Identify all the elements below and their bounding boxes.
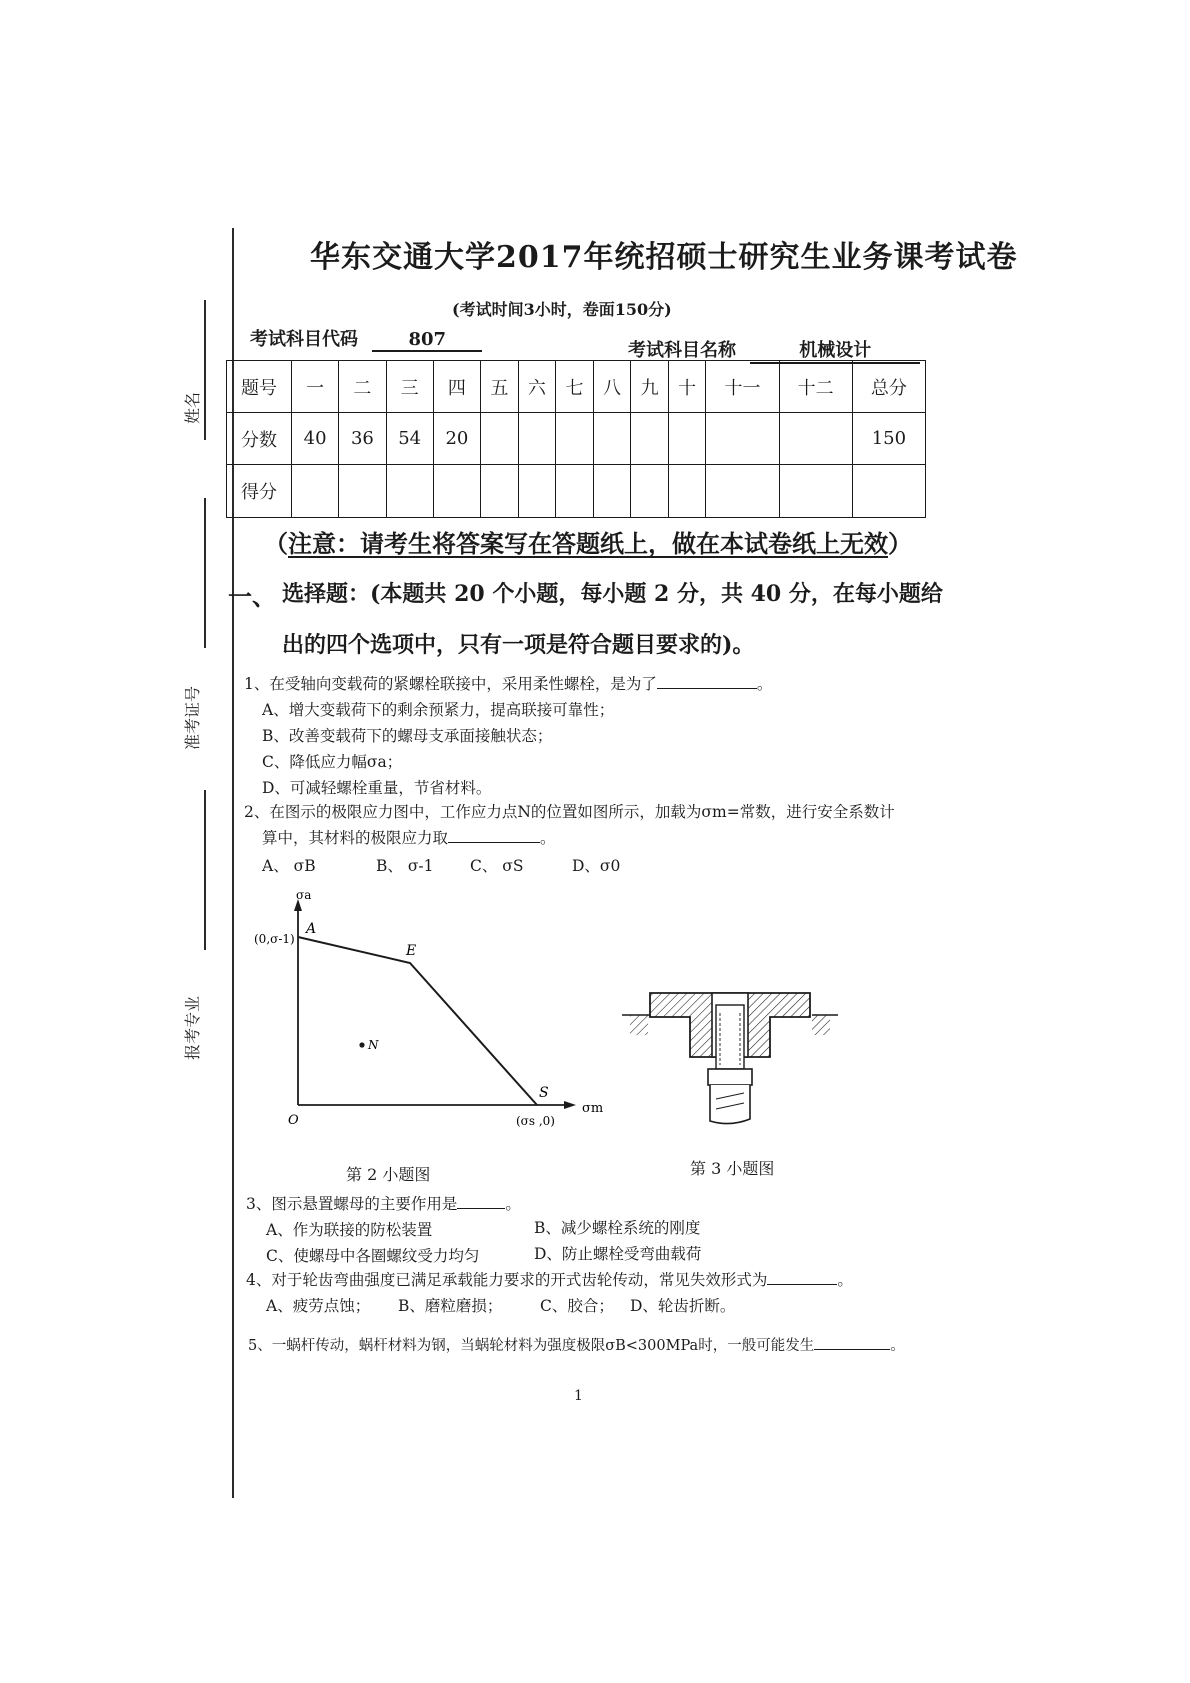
- notice-prefix: 注意：: [288, 529, 360, 558]
- limit-stress-diagram: [250, 885, 620, 1135]
- point-n: [359, 1042, 364, 1047]
- answer-blank: [767, 1270, 837, 1285]
- points-cell: 20: [433, 413, 480, 465]
- subject-code-value: 807: [372, 329, 482, 352]
- base-hatch-right: [812, 1015, 830, 1035]
- answer-blank: [448, 828, 540, 843]
- question-2-stem-line2: [262, 826, 556, 848]
- score-table: [226, 360, 926, 518]
- question-1: [244, 672, 772, 694]
- exam-subtitle: (考试时间3小时，卷面150分): [452, 300, 672, 319]
- name-field-line: [204, 300, 206, 440]
- label-origin: O: [288, 1113, 299, 1128]
- points-cell: [593, 413, 631, 465]
- question-2-option-d: D、σ0: [572, 857, 621, 875]
- question-3-option-c: C、使螺母中各圈螺纹受力均匀: [266, 1247, 480, 1265]
- earned-cell: [339, 465, 386, 518]
- question-3-option-d: D、防止螺栓受弯曲载荷: [534, 1245, 702, 1263]
- bolt-stem: [710, 1085, 750, 1124]
- limit-stress-line: [298, 937, 537, 1105]
- earned-cell: [556, 465, 594, 518]
- col-header: 五: [481, 361, 519, 413]
- suspended-nut-drawing: [620, 975, 840, 1145]
- answer-blank: [814, 1335, 890, 1350]
- question-1-option-b: B、改善变载荷下的螺母支承面接触状态；: [262, 727, 553, 745]
- subject-code-label: 考试科目代码: [250, 329, 358, 350]
- points-cell: 40: [292, 413, 339, 465]
- question-1-option-c: C、降低应力幅σa；: [262, 753, 403, 771]
- figure-3-caption: 第 3 小题图: [690, 1159, 775, 1178]
- sigma-m-arrow: [564, 1101, 576, 1109]
- question-4-option-b: B、磨粒磨损；: [398, 1297, 503, 1315]
- question-1-option-d: D、可减轻螺栓重量，节省材料。: [262, 779, 492, 797]
- row-label-earned: 得分: [227, 465, 292, 518]
- earned-cell: [706, 465, 779, 518]
- label-s: S: [539, 1085, 549, 1101]
- question-2-end: 。: [540, 829, 556, 847]
- points-cell: [481, 413, 519, 465]
- subject-name-label: 考试科目名称: [628, 340, 736, 361]
- earned-cell: [433, 465, 480, 518]
- question-3-end: 。: [505, 1195, 521, 1213]
- points-cell: [556, 413, 594, 465]
- question-5-stem: 5、一蜗杆传动，蜗杆材料为钢，当蜗轮材料为强度极限σB<300MPa时，一般可能发生: [248, 1338, 815, 1354]
- question-3-option-a: A、作为联接的防松装置: [266, 1221, 433, 1239]
- side-label-exam-number: 准考证号: [183, 685, 202, 750]
- points-cell: [668, 413, 706, 465]
- answer-blank: [657, 674, 757, 689]
- earned-cell: [852, 465, 925, 518]
- answer-blank: [457, 1194, 505, 1209]
- bolt-collar: [708, 1069, 752, 1085]
- question-5: [248, 1334, 905, 1355]
- question-2-option-c: C、 σS: [470, 857, 524, 875]
- question-1-stem: 1、在受轴向变载荷的紧螺栓联接中，采用柔性螺栓，是为了: [244, 675, 657, 693]
- col-header: 三: [386, 361, 433, 413]
- col-header: 十: [668, 361, 706, 413]
- exam-number-field-line: [204, 498, 206, 648]
- label-a-coord: (0,σ-1): [254, 932, 295, 946]
- label-s-coord: (σs ,0): [516, 1114, 555, 1128]
- base-hatch-left: [630, 1015, 648, 1035]
- notice-open: （: [264, 529, 288, 558]
- question-2-option-b: B、 σ-1: [376, 857, 434, 875]
- col-header: 八: [593, 361, 631, 413]
- subject-code: [250, 325, 482, 352]
- points-cell: 36: [339, 413, 386, 465]
- earned-cell: [668, 465, 706, 518]
- points-cell-total: 150: [852, 413, 925, 465]
- subject-name-value: 机械设计: [750, 336, 920, 364]
- score-table-row-points: [227, 413, 926, 465]
- label-n: N: [368, 1038, 379, 1052]
- earned-cell: [593, 465, 631, 518]
- question-4: [246, 1268, 853, 1290]
- question-4-stem: 4、对于轮齿弯曲强度已满足承载能力要求的开式齿轮传动，常见失效形式为: [246, 1271, 768, 1289]
- col-header: 总分: [852, 361, 925, 413]
- points-cell: [518, 413, 556, 465]
- question-2-option-a: A、 σB: [262, 857, 316, 875]
- label-sigma-m: σm: [582, 1101, 604, 1116]
- section-instructions-line1: 选择题：(本题共 20 个小题，每小题 2 分，共 40 分，在每小题给: [282, 581, 943, 607]
- earned-cell: [481, 465, 519, 518]
- question-4-end: 。: [837, 1271, 853, 1289]
- points-cell: 54: [386, 413, 433, 465]
- col-header: 十一: [706, 361, 779, 413]
- row-label-number: 题号: [227, 361, 292, 413]
- question-2-stem: 算中，其材料的极限应力取: [262, 829, 449, 847]
- question-1-end: 。: [756, 675, 773, 693]
- side-label-name: 姓名: [183, 392, 202, 425]
- points-cell: [631, 413, 669, 465]
- label-sigma-a: σa: [296, 888, 312, 902]
- label-a: A: [306, 921, 317, 937]
- section-number: 一、: [228, 582, 276, 611]
- notice: [264, 524, 912, 559]
- question-3: [246, 1192, 521, 1214]
- side-label-major: 报考专业: [183, 995, 202, 1060]
- page-number: 1: [574, 1388, 583, 1404]
- label-e: E: [406, 943, 417, 959]
- figure-2-caption: 第 2 小题图: [346, 1165, 431, 1184]
- row-label-points: 分数: [227, 413, 292, 465]
- col-header: 十二: [779, 361, 852, 413]
- question-3-stem: 3、图示悬置螺母的主要作用是: [246, 1195, 458, 1213]
- col-header: 四: [433, 361, 480, 413]
- col-header: 六: [518, 361, 556, 413]
- points-cell: [706, 413, 779, 465]
- earned-cell: [631, 465, 669, 518]
- question-2-stem-line1: 2、在图示的极限应力图中，工作应力点N的位置如图所示，加载为σm=常数，进行安全系数计: [244, 803, 895, 821]
- points-cell: [779, 413, 852, 465]
- earned-cell: [779, 465, 852, 518]
- question-1-option-a: A、增大变载荷下的剩余预紧力，提高联接可靠性；: [262, 701, 615, 719]
- notice-close: ）: [888, 529, 912, 558]
- question-4-option-d: D、轮齿折断。: [630, 1297, 736, 1315]
- col-header: 一: [292, 361, 339, 413]
- question-4-option-c: C、胶合；: [540, 1297, 614, 1315]
- score-table-row-number: [227, 361, 926, 413]
- col-header: 九: [631, 361, 669, 413]
- question-4-option-a: A、疲劳点蚀；: [266, 1297, 371, 1315]
- notice-text: 请考生将答案写在答题纸上，做在本试卷纸上无效: [360, 529, 888, 558]
- score-table-row-earned: [227, 465, 926, 518]
- col-header: 二: [339, 361, 386, 413]
- exam-title: 华东交通大学2017年统招硕士研究生业务课考试卷: [310, 240, 1018, 275]
- earned-cell: [518, 465, 556, 518]
- major-field-line: [204, 790, 206, 950]
- col-header: 七: [556, 361, 594, 413]
- question-3-option-b: B、减少螺栓系统的刚度: [534, 1219, 701, 1237]
- earned-cell: [386, 465, 433, 518]
- question-5-end: 。: [890, 1338, 905, 1354]
- earned-cell: [292, 465, 339, 518]
- section-instructions-line2: 出的四个选项中，只有一项是符合题目要求的)。: [282, 632, 755, 658]
